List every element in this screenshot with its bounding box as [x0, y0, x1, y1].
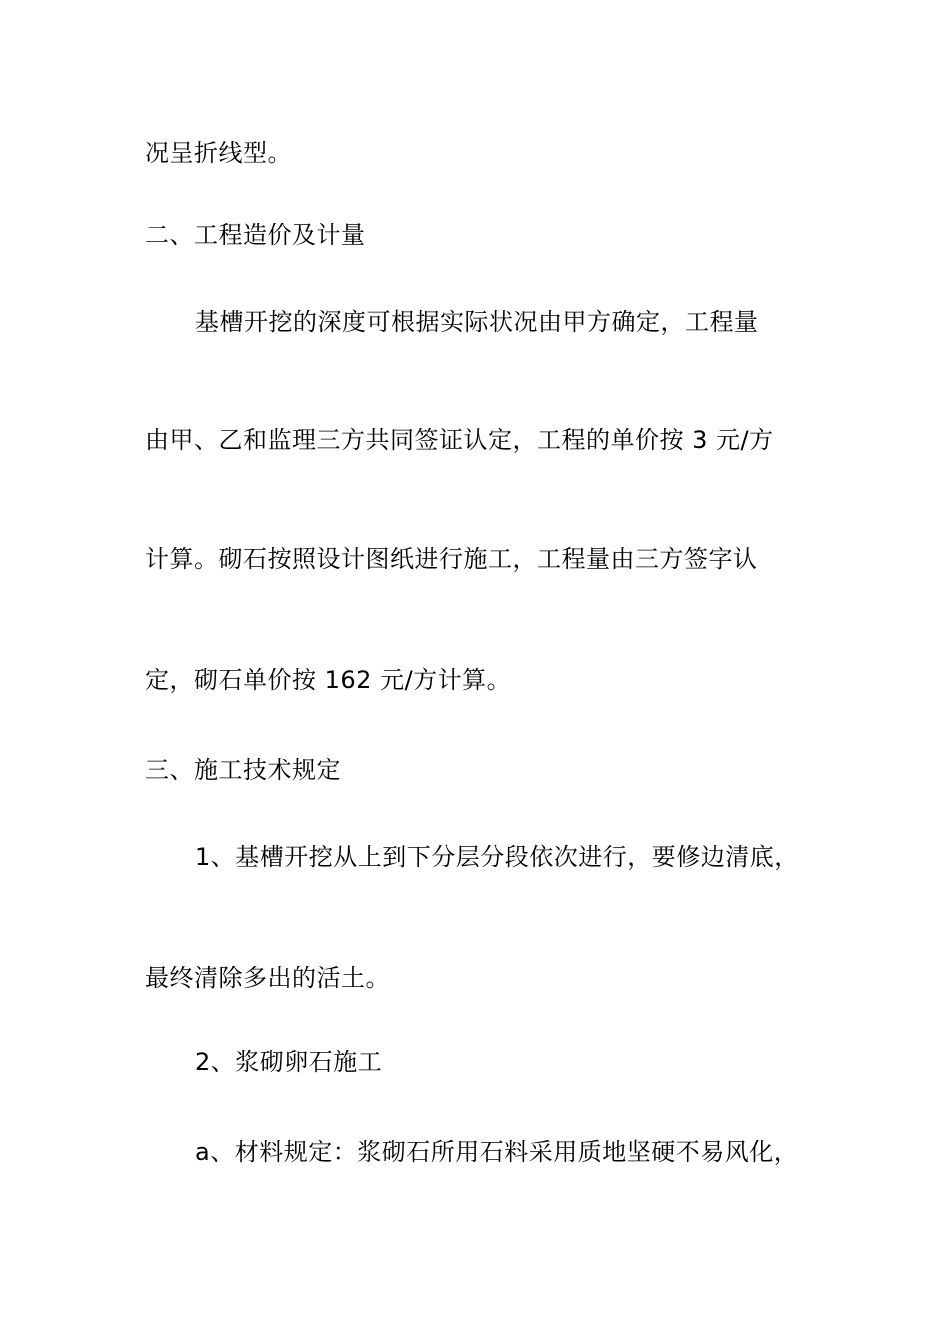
section-heading-cost: 二、工程造价及计量 — [145, 221, 366, 249]
list-item-line: 1、基槽开挖从上到下分层分段依次进行，要修边清底， — [195, 843, 799, 871]
paragraph-line: 计算。砌石按照设计图纸进行施工，工程量由三方签字认 — [145, 545, 758, 573]
paragraph-line: 基槽开挖的深度可根据实际状况由甲方确定，工程量 — [195, 308, 759, 336]
paragraph-line: 况呈折线型。 — [145, 139, 292, 167]
list-item-line: a、材料规定：浆砌石所用石料采用质地坚硬不易风化， — [195, 1138, 799, 1166]
paragraph-line: 最终清除多出的活土。 — [145, 964, 390, 992]
paragraph-line: 由甲、乙和监理三方共同签证认定，工程的单价按 3 元/方 — [145, 426, 774, 454]
list-item-heading: 2、浆砌卵石施工 — [195, 1048, 383, 1076]
paragraph-line: 定，砌石单价按 162 元/方计算。 — [145, 666, 512, 694]
section-heading-technical: 三、施工技术规定 — [145, 756, 341, 784]
